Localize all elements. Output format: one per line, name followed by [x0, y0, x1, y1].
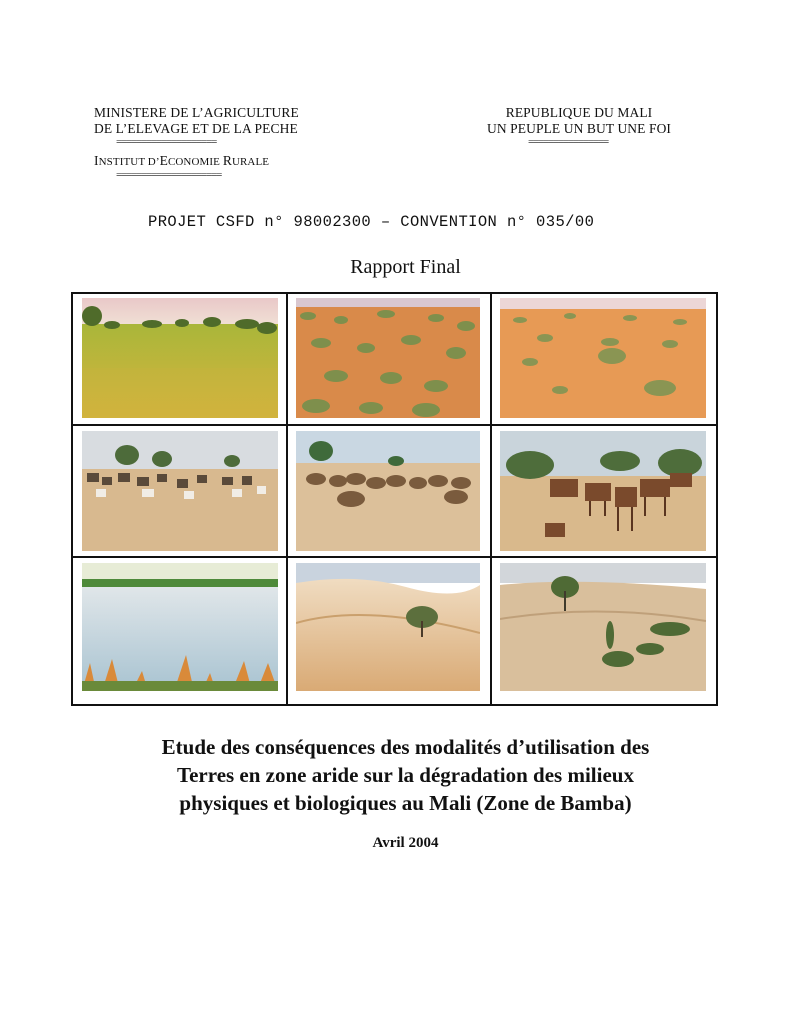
sparse-grass-dune-photo [500, 298, 706, 418]
cattle-under-trees-photo [500, 431, 706, 551]
photo-grid [71, 292, 718, 706]
ministry-header [94, 105, 299, 180]
report-type: Rapport Final [350, 256, 461, 278]
sand-dune-tree-photo [296, 563, 480, 691]
ministry-line-2: DE L’ELEVAGE ET DE LA PECHE [94, 121, 298, 136]
title-line-3: physiques et biologiques au Mali (Zone de Bamba) [179, 791, 632, 815]
republic-line-1: REPUBLIQUE DU MALI [505, 105, 653, 120]
ministry-line-1: MINISTERE DE L’AGRICULTURE [94, 105, 299, 120]
title-line-1: Etude des conséquences des modalités d’utilisation des [161, 735, 650, 759]
separator-line-right: ================ [528, 137, 609, 147]
project-reference: PROJET CSFD n° 98002300 – CONVENTION n° 035/00 [148, 213, 595, 231]
institute-name: INSTITUT D’ECONOMIE RURALE [94, 153, 270, 168]
goat-herd-photo [82, 431, 278, 551]
report-date: Avril 2004 [372, 835, 439, 851]
resting-camels-photo [296, 431, 480, 551]
republic-header [470, 105, 688, 147]
separator-line-2: ===================== [116, 170, 222, 180]
dune-shrubs-photo [296, 298, 480, 418]
savanna-photo [82, 298, 278, 418]
report-title [0, 733, 811, 817]
title-line-2: Terres en zone aride sur la dégradation des milieux [177, 763, 634, 787]
separator-line: ==================== [116, 137, 217, 147]
dune-bushes-photo [500, 563, 706, 691]
river-photo [82, 563, 278, 691]
republic-motto: UN PEUPLE UN BUT UNE FOI [486, 121, 672, 136]
